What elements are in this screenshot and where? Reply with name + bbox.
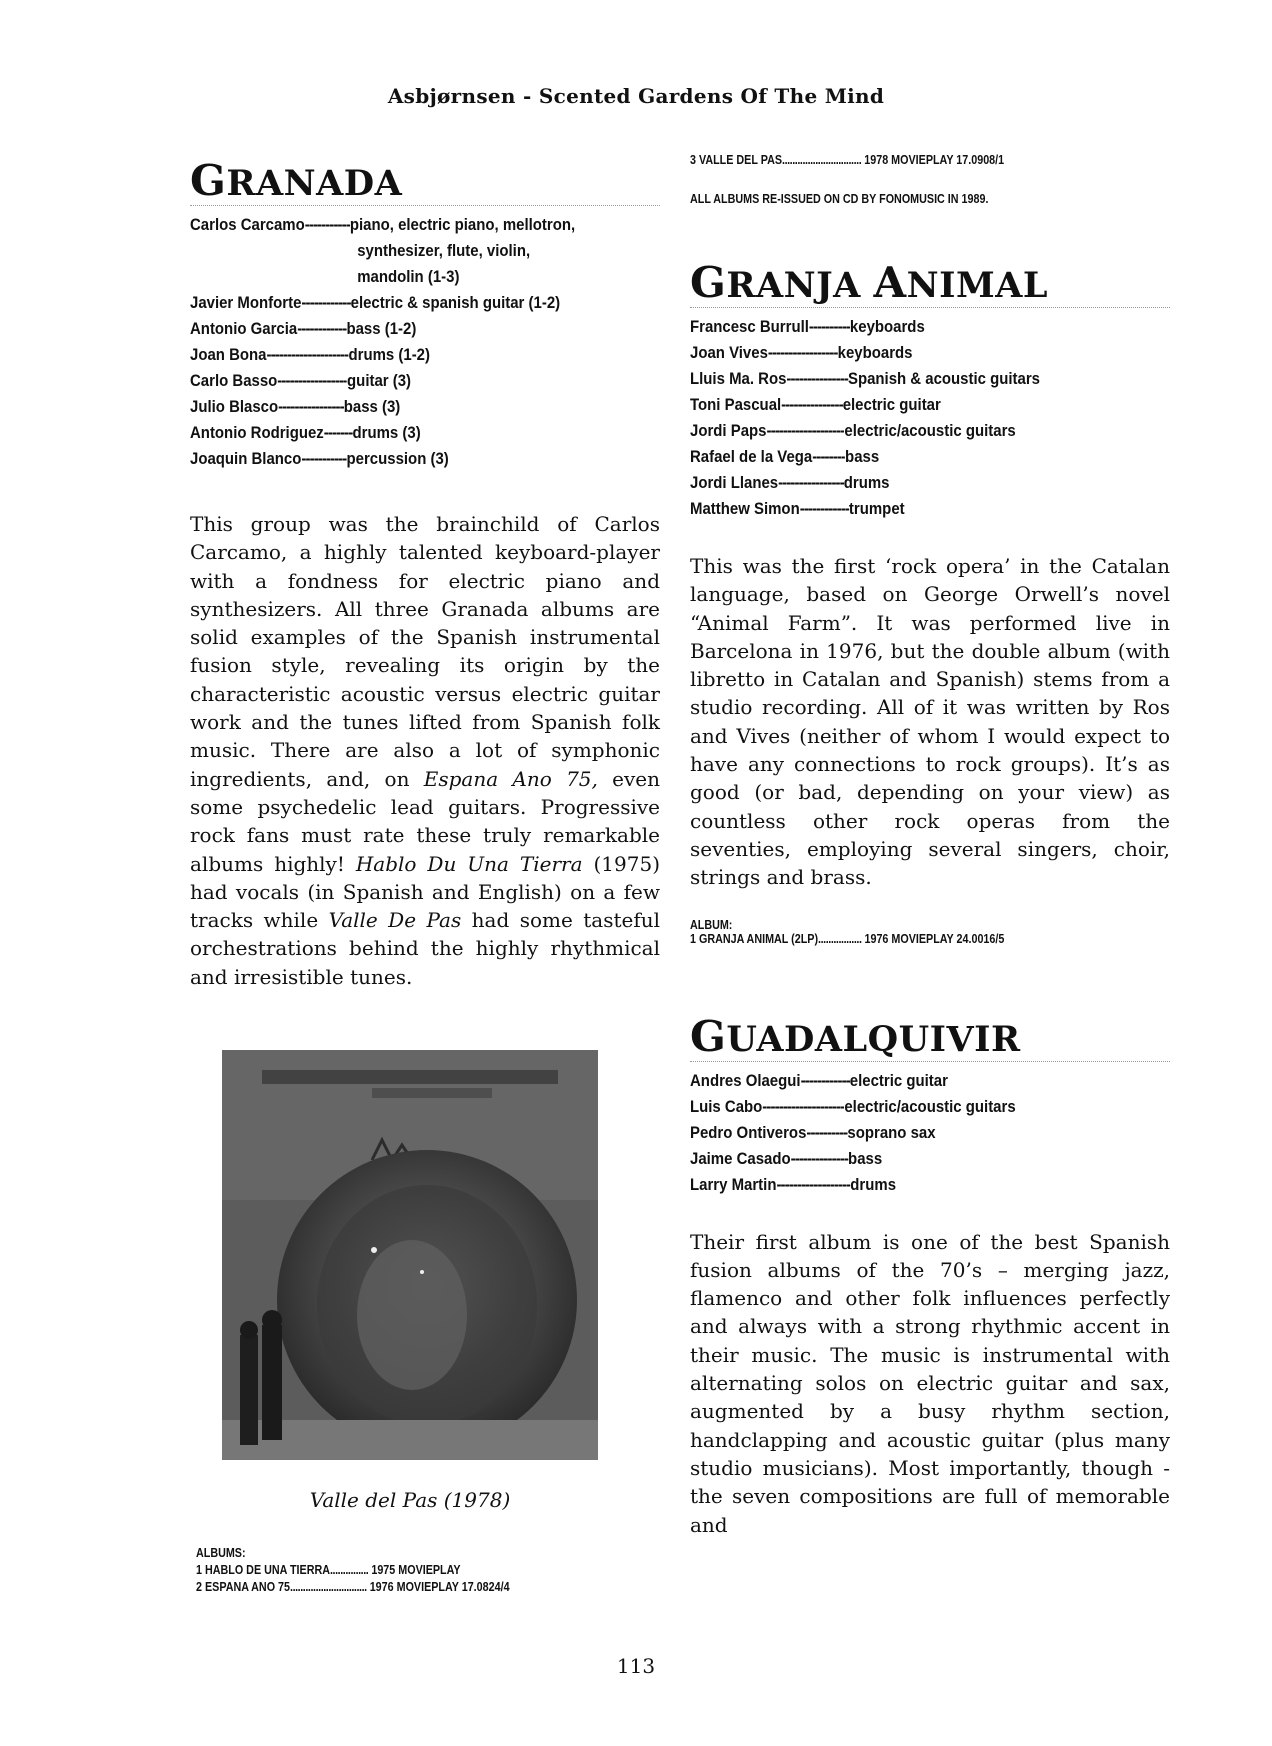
album-label: ALBUM: [690, 917, 733, 932]
musician-role: bass (3) [343, 397, 401, 416]
leader-dashes: ---------------- [778, 473, 844, 492]
leader-dashes: -------------------- [266, 345, 349, 364]
lineup-row [690, 496, 1112, 522]
musician-role: piano, electric piano, mellotron, [349, 215, 576, 234]
leader-dashes: ----------- [301, 449, 347, 468]
leader-dashes: ----------------- [277, 371, 348, 390]
musician-role: trumpet [848, 499, 905, 518]
lineup-row [690, 470, 1112, 496]
band-title-granja-animal: GRANJA ANIMAL [690, 262, 1170, 308]
album-cover-photo [222, 1050, 598, 1460]
album-row: 1 HABLO DE UNA TIERRA............... 1975 MOVIEPLAY [196, 1563, 461, 1577]
leader-dashes: ------------ [800, 1070, 850, 1090]
leader-dashes: ---------------- [278, 397, 344, 416]
musician-role: drums [843, 473, 890, 492]
lineup-row [190, 368, 604, 394]
musician-role: electric/acoustic guitars [844, 1096, 1016, 1116]
musician-role: soprano sax [847, 1122, 936, 1142]
lineup-row [190, 342, 604, 368]
reissue-note: ALL ALBUMS RE-ISSUED ON CD BY FONOMUSIC IN 1989. [690, 192, 989, 206]
musician-name: Larry Martin [690, 1174, 777, 1194]
lineup-granada [190, 212, 604, 472]
musician-name: Pedro Ontiveros [690, 1122, 807, 1142]
musician-role: bass [848, 1148, 883, 1168]
musician-name: Andres Olaegui [690, 1070, 801, 1090]
leader-dashes: --------------- [786, 369, 848, 388]
leader-dashes: --------------- [781, 395, 843, 414]
leader-dashes: ------------------ [776, 1174, 851, 1194]
musician-role: electric guitar [849, 1070, 948, 1090]
leader-dashes: ----------------- [767, 343, 838, 362]
lineup-row [690, 1094, 1112, 1120]
musician-role: electric/acoustic guitars [844, 421, 1016, 440]
musician-role: bass (1-2) [346, 319, 417, 338]
musician-name: Julio Blasco [190, 397, 279, 416]
leader-dashes: ------------------- [766, 421, 845, 440]
leader-dashes: -------------- [790, 1148, 849, 1168]
lineup-row [690, 1120, 1112, 1146]
musician-name: Joaquin Blanco [190, 449, 302, 468]
musician-name: Joan Vives [690, 343, 768, 362]
musician-role: Spanish & acoustic guitars [847, 369, 1041, 388]
musician-role: guitar (3) [347, 371, 412, 390]
lineup-row [690, 444, 1112, 470]
lineup-row [690, 366, 1112, 392]
album-row: 3 VALLE DEL PAS............................... 1978 MOVIEPLAY 17.0908/1 [690, 153, 1005, 167]
musician-name: Rafael de la Vega [690, 447, 813, 466]
musician-name: Carlos Carcamo [190, 215, 305, 234]
lineup-row [190, 316, 604, 342]
leader-dashes: ------- [323, 423, 353, 442]
lineup-row [690, 1068, 1112, 1094]
album-row: 1 GRANJA ANIMAL (2LP)................. 1976 MOVIEPLAY 24.0016/5 [690, 931, 1005, 946]
leader-dashes: ---------- [808, 317, 850, 336]
musician-name: Matthew Simon [690, 499, 800, 518]
musician-name: Toni Pascual [690, 395, 782, 414]
bio-granja-animal: This was the first ‘rock opera’ in the Catalan language, based on George Orwell’s novel “Animal Farm”. It was performed live in Barcelona in 1976, but the double album (with libretto in Catalan and Spanish) stems from a studio recording. All of it was written by Ros and Vives (neither of whom I would expect to have any connections to rock groups). It’s as good (or bad, depending on your view) as countless other rock operas from the seventies, employing several singers, choir, strings and brass. [690, 554, 1170, 890]
musician-name: Antonio Garcia [190, 319, 298, 338]
lineup-row [690, 340, 1112, 366]
leader-dashes: ---------- [806, 1122, 848, 1142]
musician-role: drums [850, 1174, 897, 1194]
leader-dashes: ------------ [799, 499, 849, 518]
lineup-row [690, 418, 1112, 444]
musician-name: Jordi Llanes [690, 473, 779, 492]
musician-role: percussion (3) [346, 449, 449, 468]
musician-role: electric & spanish guitar (1-2) [350, 293, 561, 312]
musician-name: Joan Bona [190, 345, 267, 364]
band-title-granada: GRANADA [190, 160, 660, 206]
musician-name: Francesc Burrull [690, 317, 809, 336]
lineup-row [690, 1146, 1112, 1172]
musician-name: Carlo Basso [190, 371, 278, 390]
leader-dashes: -------- [812, 447, 846, 466]
lineup-row [190, 446, 604, 472]
photo-caption: Valle del Pas (1978) [309, 1488, 511, 1512]
lineup-guadalquivir [690, 1068, 1112, 1198]
lineup-row [690, 1172, 1112, 1198]
lineup-role-continued: synthesizer, flute, violin, [357, 241, 531, 260]
musician-name: Lluis Ma. Ros [690, 369, 787, 388]
musician-role: electric guitar [842, 395, 941, 414]
musician-name: Antonio Rodriguez [190, 423, 324, 442]
lineup-row [690, 314, 1112, 340]
leader-dashes: ------------ [301, 293, 351, 312]
lineup-row [190, 212, 604, 238]
musician-name: Javier Monforte [190, 293, 302, 312]
bio-granada: This group was the brainchild of Carlos Carcamo, a highly talented keyboard-player with a fondness for electric piano and synthesizers. All three Granada albums are solid examples of the Spanish instrumental fusion style, revealing its origin by the characteristic acoustic versus electric guitar work and the tunes lifted from Spanish folk music. There are also a lot of symphonic ingredients, and, on Espana Ano 75, even some psychedelic lead guitars. Progressive rock fans must rate these truly remarkable albums highly! Hablo Du Una Tierra (1975) had vocals (in Spanish and English) on a few tracks while Valle De Pas had some tasteful orchestrations behind the highly rhythmical and irresistible tunes. [190, 512, 661, 989]
album-cover-art [222, 1050, 598, 1460]
musician-name: Jaime Casado [690, 1148, 791, 1168]
bio-guadalquivir: Their first album is one of the best Spanish fusion albums of the 70’s – merging jazz, flamenco and other folk influences perfectly and always with a strong rhythmic accent in their music. The music is instrumental with alternating solos on electric guitar and sax, augmented by a busy rhythm section, handclapping and acoustic guitar (plus many studio musicians). Most importantly, though - the seven compositions are full of memorable and [690, 1229, 1170, 1537]
band-title-guadalquivir: GUADALQUIVIR [690, 1016, 1170, 1062]
leader-dashes: -------------------- [762, 1096, 845, 1116]
musician-role: keyboards [849, 317, 925, 336]
lineup-row [190, 394, 604, 420]
discography-granada [196, 1545, 561, 1596]
musician-name: Jordi Paps [690, 421, 767, 440]
musician-role: drums (3) [352, 423, 421, 442]
leader-dashes: ------------ [297, 319, 347, 338]
right-column [690, 150, 1170, 1539]
album-row: 2 ESPANA ANO 75.............................. 1976 MOVIEPLAY 17.0824/4 [196, 1580, 510, 1594]
lineup-row [190, 290, 604, 316]
lineup-role-continued: mandolin (1-3) [357, 267, 460, 286]
leader-dashes: ----------- [304, 215, 350, 234]
page-number: 113 [616, 1654, 656, 1678]
musician-role: bass [845, 447, 880, 466]
lineup-row [690, 392, 1112, 418]
lineup-row [190, 420, 604, 446]
page-header: Asbjørnsen - Scented Gardens Of The Mind [387, 84, 885, 108]
lineup-granja-animal [690, 314, 1112, 522]
musician-name: Luis Cabo [690, 1096, 763, 1116]
left-column [190, 156, 661, 991]
musician-role: keyboards [837, 343, 913, 362]
musician-role: drums (1-2) [348, 345, 430, 364]
albums-label: ALBUMS: [196, 1546, 246, 1560]
